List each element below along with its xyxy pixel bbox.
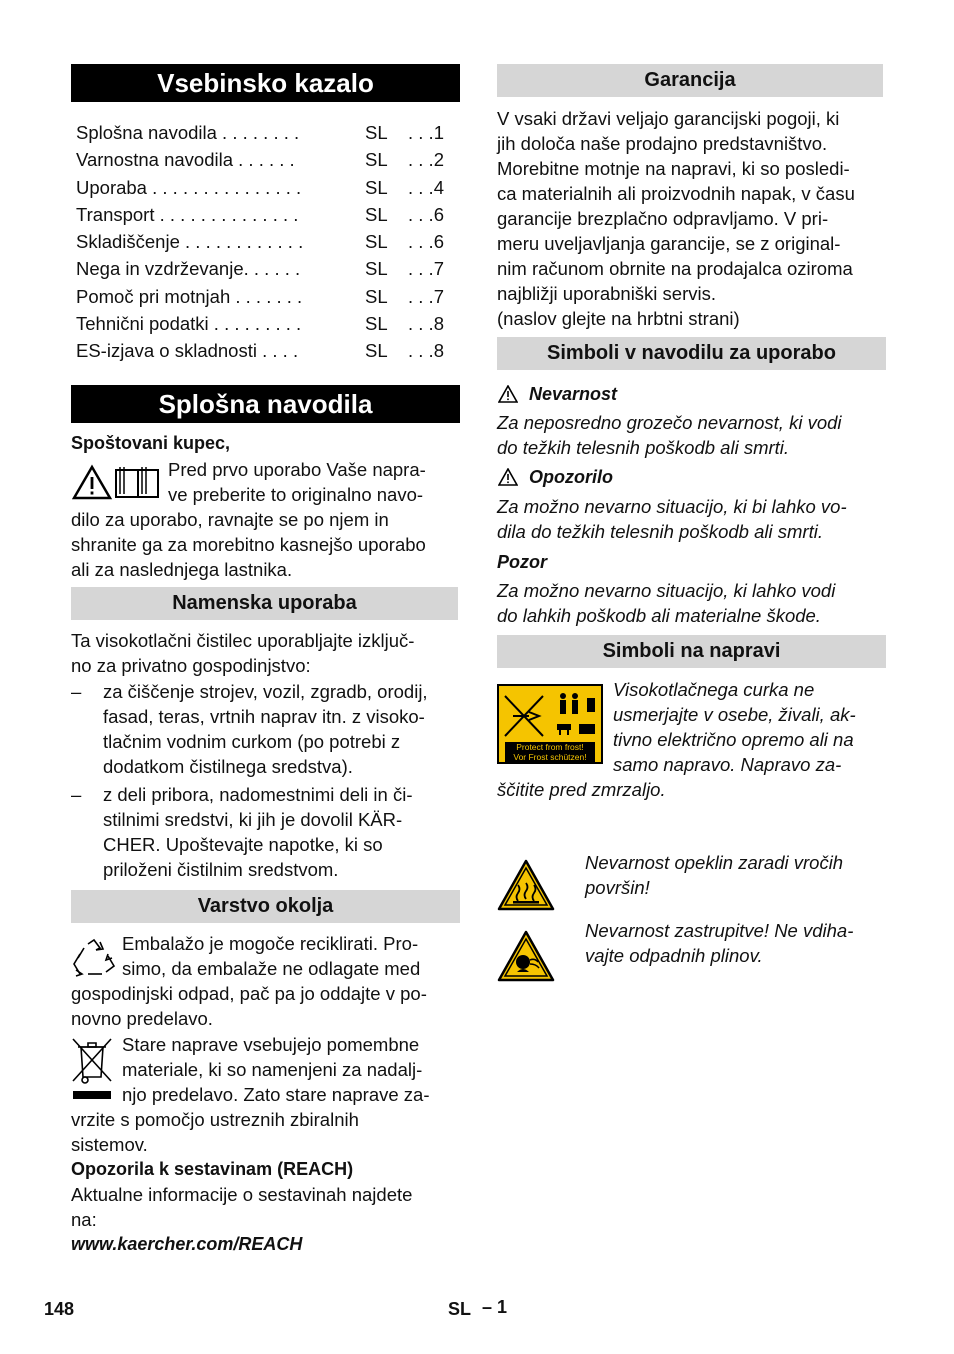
intended-use-line: no za privatno gospodinjstvo: bbox=[71, 655, 311, 676]
bullet-line: z deli pribora, nadomestnimi deli in či- bbox=[103, 784, 413, 805]
toc-entry[interactable] bbox=[71, 338, 451, 363]
warning-line: Za možno nevarno situacijo, ki bi lahko vo- bbox=[497, 496, 847, 517]
jet-line: usmerjajte v osebe, živali, ak- bbox=[613, 704, 856, 725]
device-symbols-title: Simboli na napravi bbox=[497, 635, 886, 668]
bullet-line: stilnimi sredstvi, ki jih je dovolil KÄR- bbox=[103, 809, 403, 830]
warranty-line: ca materialnih ali proizvodnih napak, v času bbox=[497, 183, 855, 204]
toc-entry-title: Nega in vzdrževanje. . . . . . bbox=[76, 258, 301, 279]
toc-entry[interactable] bbox=[71, 229, 451, 254]
toc-entry-title: Pomoč pri motnjah . . . . . . . bbox=[76, 286, 303, 307]
bullet-dash: – bbox=[71, 681, 82, 702]
jet-line: samo napravo. Napravo za- bbox=[613, 754, 842, 775]
warning-triangle-icon bbox=[498, 385, 518, 403]
warning-line: dila do težkih telesnih poškodb ali smrti. bbox=[497, 521, 823, 542]
warning-label: Opozorilo bbox=[529, 467, 613, 487]
bullet-line: dodatkom čistilnega sredstva). bbox=[103, 756, 353, 777]
toc-entry-page: . . .6 bbox=[408, 204, 444, 225]
hot-surface-icon bbox=[497, 859, 555, 911]
toc-entry-page: . . .6 bbox=[408, 231, 444, 252]
footer-lang: SL bbox=[448, 1299, 472, 1319]
warranty-line: najbližji uporabniški servis. bbox=[497, 283, 717, 304]
toc-entry-lang: SL bbox=[365, 258, 388, 279]
poison-line: vajte odpadnih plinov. bbox=[585, 945, 763, 966]
packaging-line: novno predelavo. bbox=[71, 1008, 213, 1029]
page-number: 148 bbox=[44, 1299, 75, 1319]
environment-title: Varstvo okolja bbox=[71, 890, 460, 923]
toc-entry-title: Tehnični podatki . . . . . . . . . bbox=[76, 313, 302, 334]
intro-line: dilo za uporabo, ravnajte se po njem in bbox=[71, 509, 389, 530]
toc-entry-title: Skladiščenje . . . . . . . . . . . . bbox=[76, 231, 304, 252]
toc-entry-page: . . .4 bbox=[408, 177, 444, 198]
crossed-bin-icon bbox=[71, 1037, 113, 1105]
toc-entry[interactable] bbox=[71, 175, 451, 200]
toc-entry-lang: SL bbox=[365, 204, 388, 225]
no-jet-on-people-icon bbox=[497, 684, 603, 764]
packaging-line: simo, da embalaže ne odlagate med bbox=[122, 958, 421, 979]
toc-entry[interactable] bbox=[71, 256, 451, 281]
intended-use-line: Ta visokotlačni čistilec uporabljajte izključ- bbox=[71, 630, 415, 651]
toc-entry-lang: SL bbox=[365, 122, 388, 143]
danger-line: do težkih telesnih poškodb ali smrti. bbox=[497, 437, 790, 458]
read-manual-icon bbox=[72, 464, 162, 500]
intended-use-title: Namenska uporaba bbox=[71, 587, 458, 620]
general-title: Splošna navodila bbox=[71, 385, 460, 423]
intro-line: Pred prvo uporabo Vaše napra- bbox=[168, 459, 426, 480]
warranty-line: garancije brezplačno odpravljamo. V pri- bbox=[497, 208, 829, 229]
jet-line: tivno električno opremo ali na bbox=[613, 729, 854, 750]
poison-line: Nevarnost zastrupitve! Ne vdiha- bbox=[585, 920, 854, 941]
toc-entry-title: ES-izjava o skladnosti . . . . bbox=[76, 340, 299, 361]
warranty-line: jih določa naše prodajno predstavništvo. bbox=[497, 133, 828, 154]
toc-entry-lang: SL bbox=[365, 231, 388, 252]
manual-symbols-title: Simboli v navodilu za uporabo bbox=[497, 337, 886, 370]
toxic-fumes-icon bbox=[497, 930, 555, 982]
toc-entry-lang: SL bbox=[365, 340, 388, 361]
old-devices-line: njo predelavo. Zato stare naprave za- bbox=[122, 1084, 430, 1105]
danger-label: Nevarnost bbox=[529, 384, 618, 404]
bullet-line: za čiščenje strojev, vozil, zgradb, orodij, bbox=[103, 681, 428, 702]
old-devices-line: materiale, ki so namenjeni za nadalj- bbox=[122, 1059, 423, 1080]
bullet-line: fasad, teras, vrtnih naprav itn. z visoko- bbox=[103, 706, 425, 727]
toc-entry-title: Transport . . . . . . . . . . . . . . bbox=[76, 204, 299, 225]
intro-line: ve preberite to originalno navo- bbox=[168, 484, 424, 505]
toc-entry[interactable] bbox=[71, 120, 451, 145]
toc-entry[interactable] bbox=[71, 311, 451, 336]
bullet-dash: – bbox=[71, 784, 82, 805]
old-devices-line: Stare naprave vsebujejo pomembne bbox=[122, 1034, 420, 1055]
bullet-line: tlačnim vodnim curkom (po potrebi z bbox=[103, 731, 401, 752]
danger-line: Za neposredno grozečo nevarnost, ki vodi bbox=[497, 412, 842, 433]
toc-entry-page: . . .7 bbox=[408, 286, 444, 307]
bullet-line: priloženi čistilnim sredstvom. bbox=[103, 859, 339, 880]
packaging-line: Embalažo je mogoče reciklirati. Pro- bbox=[122, 933, 419, 954]
toc-entry[interactable] bbox=[71, 284, 451, 309]
old-devices-line: vrzite s pomočjo ustreznih zbiralnih bbox=[71, 1109, 359, 1130]
warranty-line: (naslov glejte na hrbtni strani) bbox=[497, 308, 740, 329]
toc-entry-lang: SL bbox=[365, 177, 388, 198]
intro-line: shranite ga za morebitno kasnejšo uporabo bbox=[71, 534, 426, 555]
frost-label-de: Vor Frost schützen! bbox=[513, 751, 587, 762]
toc-entry-lang: SL bbox=[365, 286, 388, 307]
toc-entry-page: . . .8 bbox=[408, 313, 444, 334]
warranty-line: nim računom obrnite na prodajalca oziroma bbox=[497, 258, 853, 279]
caution-line: do lahkih poškodb ali materialne škode. bbox=[497, 605, 821, 626]
toc-entry-title: Uporaba . . . . . . . . . . . . . . . bbox=[76, 177, 302, 198]
reach-line: na: bbox=[71, 1209, 97, 1230]
toc-entry[interactable] bbox=[71, 202, 451, 227]
footer-page-ref: – 1 bbox=[482, 1297, 508, 1317]
intro-line: ali za naslednjega lastnika. bbox=[71, 559, 293, 580]
warranty-line: meru uveljavljanja garancije, se z original- bbox=[497, 233, 841, 254]
frost-label-en: Protect from frost! bbox=[516, 742, 584, 752]
jet-line: Visokotlačnega curka ne bbox=[613, 679, 815, 700]
toc-entry-page: . . .7 bbox=[408, 258, 444, 279]
caution-label: Pozor bbox=[497, 552, 548, 572]
packaging-line: gospodinjski odpad, pač pa jo oddajte v po- bbox=[71, 983, 427, 1004]
toc-entry-page: . . .8 bbox=[408, 340, 444, 361]
bullet-line: CHER. Upoštevajte napotke, ki so bbox=[103, 834, 383, 855]
toc-entry-lang: SL bbox=[365, 313, 388, 334]
old-devices-line: sistemov. bbox=[71, 1134, 148, 1155]
warranty-line: V vsaki državi veljajo garancijski pogoji, ki bbox=[497, 108, 840, 129]
toc-entry-title: Varnostna navodila . . . . . . bbox=[76, 149, 295, 170]
toc-entry-page: . . .2 bbox=[408, 149, 444, 170]
toc-entry-title: Splošna navodila . . . . . . . . bbox=[76, 122, 300, 143]
reach-line: Aktualne informacije o sestavinah najdete bbox=[71, 1184, 413, 1205]
reach-title: Opozorila k sestavinam (REACH) bbox=[71, 1159, 354, 1179]
toc-entry-lang: SL bbox=[365, 149, 388, 170]
greeting: Spoštovani kupec, bbox=[71, 433, 231, 453]
toc-entry-page: . . .1 bbox=[408, 122, 444, 143]
toc-title: Vsebinsko kazalo bbox=[71, 64, 460, 102]
caution-line: Za možno nevarno situacijo, ki lahko vodi bbox=[497, 580, 836, 601]
reach-link[interactable]: www.kaercher.com/REACH bbox=[71, 1234, 303, 1254]
warranty-title: Garancija bbox=[497, 64, 883, 97]
burn-line: Nevarnost opeklin zaradi vročih bbox=[585, 852, 844, 873]
toc-entry[interactable] bbox=[71, 147, 451, 172]
warning-triangle-icon bbox=[498, 468, 518, 486]
burn-line: površin! bbox=[585, 877, 650, 898]
jet-line: ščitite pred zmrzaljo. bbox=[497, 779, 666, 800]
warranty-line: Morebitne motnje na napravi, ki so posledi- bbox=[497, 158, 850, 179]
recycle-icon bbox=[72, 938, 116, 978]
